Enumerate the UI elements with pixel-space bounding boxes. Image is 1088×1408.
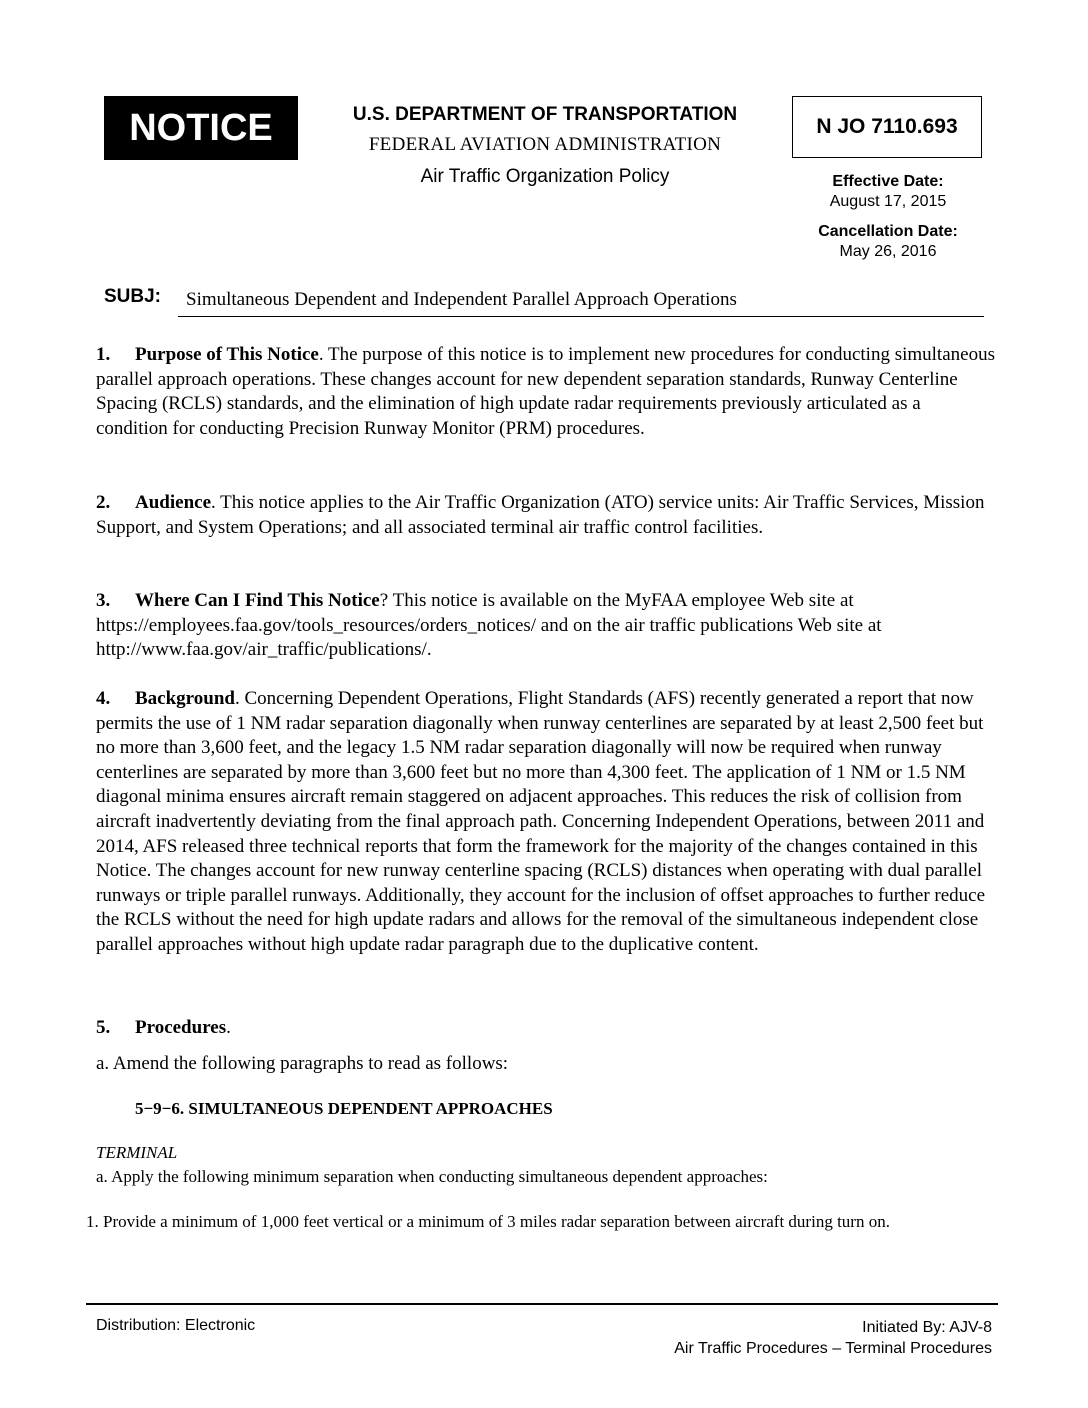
section-procedures	[96, 1016, 996, 1041]
terminal-label: TERMINAL	[96, 1143, 178, 1162]
section-text: Concerning Dependent Operations, Flight Standards (AFS) recently generated a report that now permits the use of 1 NM radar separation diagonally when runway centerlines are separated by at least 2,500 feet but no more than 3,600 feet, and the legacy 1.5 NM radar separation diagonally will now be required when runway centerlines are separated by more than 3,600 feet but no more than 4,300 feet. The application of 1 NM or 1.5 NM diagonal minima ensures aircraft remain staggered on adjacent approaches. This reduces the risk of collision from aircraft inadvertently deviating from the final approach path. Concerning Independent Operations, between 2011 and 2014, AFS released three technical reports that form the framework for the majority of the changes contained in this Notice. The changes account for new runway centerline spacing (RCLS) distances when operating with dual parallel runways or triple parallel runways. Additionally, they account for the inclusion of offset approaches to further reduce the RCLS without the need for high update radars and allows for the removal of the simultaneous independent close parallel approaches without high update radar paragraph due to the duplicative content.	[96, 688, 986, 955]
paragraph-a1: 1. Provide a minimum of 1,000 feet vertical or a minimum of 3 miles radar separation between aircraft during turn on.	[86, 1212, 890, 1231]
document-number: N JO 7110.693	[816, 115, 958, 138]
effective-date: August 17, 2015	[829, 193, 947, 210]
notice-label: NOTICE	[129, 106, 273, 149]
section-heading-punct: .	[234, 688, 240, 709]
section-purpose	[96, 343, 996, 441]
section-heading: Purpose of This Notice	[135, 344, 319, 365]
effective-date-label: Effective Date:	[832, 173, 944, 190]
section-background	[96, 687, 996, 958]
effective-date-block	[792, 172, 984, 212]
section-number: 1.	[96, 344, 111, 365]
administration-name: FEDERAL AVIATION ADMINISTRATION	[368, 134, 722, 155]
section-heading: Where Can I Find This Notice	[135, 590, 380, 611]
section-heading-punct: .	[318, 344, 324, 365]
section-number: 4.	[96, 688, 111, 709]
section-heading-punct: .	[211, 492, 216, 513]
footer-distribution: Distribution: Electronic	[96, 1317, 256, 1334]
organization-name: Air Traffic Organization Policy	[420, 166, 670, 187]
paragraph-title: 5−9−6. SIMULTANEOUS DEPENDENT APPROACHES	[135, 1099, 553, 1118]
subject-label: SUBJ:	[104, 286, 162, 307]
section-number: 5.	[96, 1017, 111, 1038]
section-text: The purpose of this notice is to implement new procedures for conducting simultaneous parallel approach operations. These changes account for new dependent separation standards, Runway Centerline Spacing (RCLS) standards, and the elimination of high update radar requirements previously articulated as a condition for conducting Precision Runway Monitor (PRM) procedures.	[96, 344, 995, 439]
section-heading-punct: ?	[379, 590, 389, 611]
cancellation-date-block	[792, 222, 984, 262]
paragraph-a: a. Apply the following minimum separation when conducting simultaneous dependent approaches:	[96, 1167, 768, 1186]
subject-divider	[178, 316, 984, 317]
section-heading: Background	[135, 688, 235, 709]
section-number: 3.	[96, 590, 111, 611]
notice-badge	[104, 96, 298, 160]
document-number-box	[792, 96, 982, 158]
section-text: This notice applies to the Air Traffic Organization (ATO) service units: Air Traffic Services, Mission Support, and System Operations; and all associated terminal air traffic control facilities.	[96, 492, 985, 538]
section-heading-punct: .	[226, 1017, 231, 1038]
footer-office: Air Traffic Procedures – Terminal Procedures	[674, 1340, 992, 1357]
amend-instruction: a. Amend the following paragraphs to read as follows:	[96, 1053, 509, 1074]
cancellation-date-label: Cancellation Date:	[818, 223, 958, 240]
cancellation-date: May 26, 2016	[839, 243, 937, 260]
section-audience	[96, 491, 996, 540]
section-heading: Procedures	[135, 1017, 227, 1038]
footer-initiated-by: Initiated By: AJV-8	[862, 1319, 992, 1336]
footer-initiator	[674, 1317, 992, 1359]
footer-divider	[86, 1303, 998, 1305]
section-heading: Audience	[135, 492, 211, 513]
section-number: 2.	[96, 492, 111, 513]
department-name: U.S. DEPARTMENT OF TRANSPORTATION	[352, 104, 738, 125]
subject-text: Simultaneous Dependent and Independent Parallel Approach Operations	[186, 289, 737, 310]
section-text: This notice is available on the MyFAA employee Web site at https://employees.faa.gov/tools_resources/orders_notices/ and on the air traffic publications Web site at http://www.faa.gov/air_traffic/publications/.	[96, 590, 882, 661]
section-where-find	[96, 589, 996, 663]
